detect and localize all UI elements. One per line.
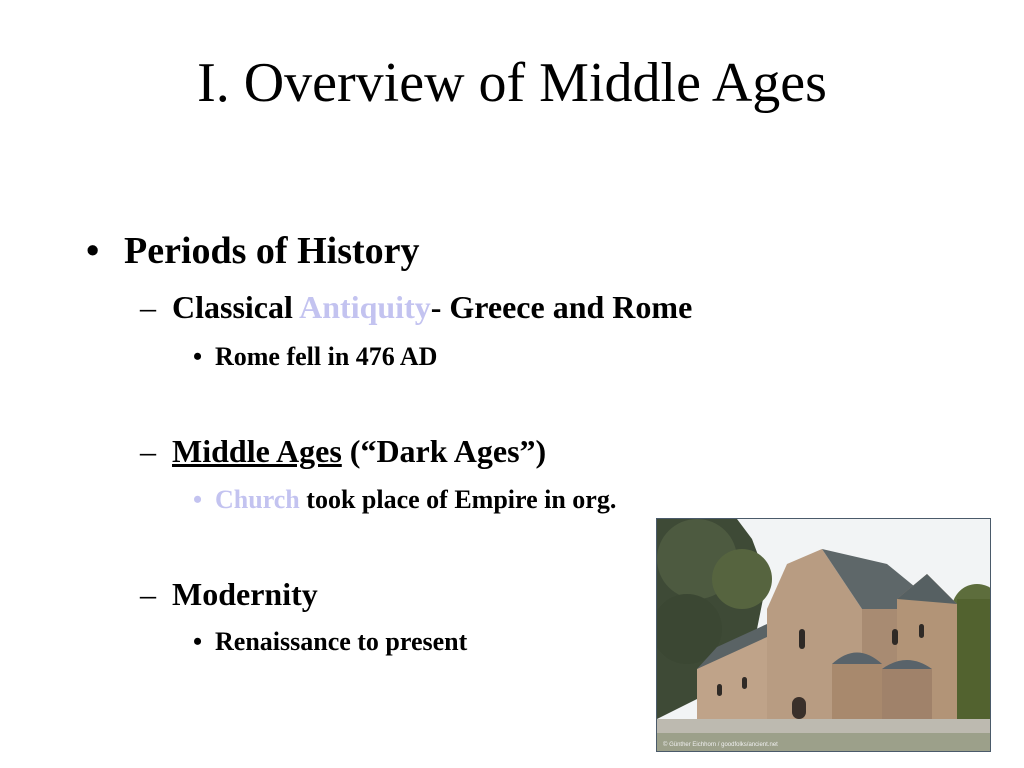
classical-post: - Greece and Rome [430, 289, 693, 325]
photo-credit: © Günther Eichhorn / goodfolks/ancient.net [663, 742, 778, 748]
middle-ages-term: Middle Ages [172, 433, 342, 469]
bullet-text: Periods of History [124, 230, 420, 272]
bullet-icon: • [86, 230, 100, 272]
modernity-text: Modernity [172, 576, 318, 612]
church-note: took place of Empire in org. [299, 485, 617, 514]
church-illustration [657, 519, 990, 751]
bullet-icon: • [193, 485, 203, 514]
dash-icon: – [140, 576, 156, 612]
sub-bullet-middle-ages [140, 431, 546, 471]
bullet-periods-of-history [86, 228, 420, 274]
renaissance-note: Renaissance to present [215, 627, 468, 656]
sub-bullet-classical [140, 287, 692, 327]
sub-bullet-modernity [140, 574, 318, 614]
dash-icon: – [140, 433, 156, 469]
church-highlight: Church [215, 485, 300, 514]
sub-sub-bullet-rome [193, 341, 437, 373]
slide-title: I. Overview of Middle Ages [197, 52, 827, 114]
sub-sub-bullet-church [193, 484, 616, 516]
bullet-icon: • [193, 342, 203, 371]
classical-pre: Classical [172, 289, 300, 325]
rome-note: Rome fell in 476 AD [215, 342, 438, 371]
classical-highlight: Antiquity [299, 289, 431, 325]
middle-ages-post: (“Dark Ages”) [341, 433, 547, 469]
dash-icon: – [140, 289, 156, 325]
bullet-icon: • [193, 627, 203, 656]
sub-sub-bullet-renaissance [193, 626, 467, 658]
church-photo [656, 518, 991, 752]
